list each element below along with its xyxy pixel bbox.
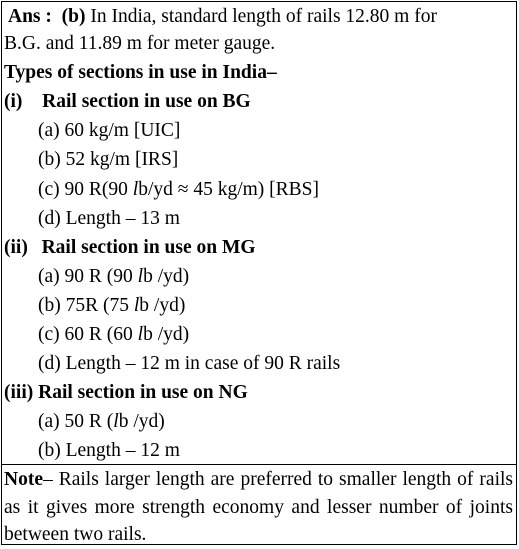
ng-heading-num: (iii)	[4, 382, 34, 403]
note-divider	[1, 464, 517, 465]
mg-item-c-post: b /yd)	[143, 324, 190, 345]
answer-option: (b)	[61, 6, 86, 27]
note-paragraph	[4, 466, 513, 549]
mg-heading-num: (ii)	[4, 237, 28, 258]
mg-item-b-pre: (b) 75R (75	[38, 295, 134, 316]
ng-item-a	[38, 410, 165, 434]
answer-line-1	[8, 5, 437, 29]
bg-item-c-l: l	[132, 179, 139, 200]
note-text: – Rails larger length are preferred to smaller length of rails as it gives more strength economy and lesser number of joints between two rails.	[4, 469, 513, 545]
ng-item-b: (b) Length – 12 m	[38, 440, 180, 461]
mg-item-b-l: l	[133, 295, 140, 316]
mg-item-a-l: l	[137, 266, 144, 287]
ng-item-a-pre: (a) 50 R (	[38, 411, 114, 432]
mg-heading	[4, 236, 256, 260]
bg-item-d: (d) Length – 13 m	[38, 208, 180, 229]
bg-heading-text: Rail section in use on BG	[42, 91, 251, 112]
bg-item-c	[38, 178, 319, 202]
answer-text-1: In India, standard length of rails 12.80 m for	[90, 6, 437, 27]
ng-item-a-post: b /yd)	[118, 411, 165, 432]
ng-heading-text: Rail section in use on NG	[38, 382, 248, 403]
bg-item-c-post: b/yd ≈ 45 kg/m) [RBS]	[138, 179, 319, 200]
mg-item-a-post: b /yd)	[143, 266, 190, 287]
bg-heading-num: (i)	[4, 91, 23, 112]
bg-item-c-pre: (c) 90 R(90	[38, 179, 133, 200]
answer-label: Ans :	[8, 6, 52, 27]
answer-line-2: B.G. and 11.89 m for meter gauge.	[4, 33, 276, 54]
mg-item-b-post: b /yd)	[139, 295, 186, 316]
mg-item-a	[38, 265, 189, 289]
mg-item-c-l: l	[137, 324, 144, 345]
mg-heading-text: Rail section in use on MG	[41, 237, 256, 258]
bg-item-b: (b) 52 kg/m [IRS]	[38, 149, 179, 170]
mg-item-b	[38, 294, 185, 318]
sections-heading: Types of sections in use in India–	[4, 62, 277, 83]
mg-item-a-pre: (a) 90 R (90	[38, 266, 138, 287]
bg-heading	[4, 90, 251, 114]
mg-item-c	[38, 323, 189, 347]
bg-item-a: (a) 60 kg/m [UIC]	[38, 120, 181, 141]
mg-item-d: (d) Length – 12 m in case of 90 R rails	[38, 353, 341, 374]
ng-heading	[4, 381, 248, 405]
note-label: Note	[4, 469, 43, 490]
mg-item-c-pre: (c) 60 R (60	[38, 324, 138, 345]
ng-item-a-l: l	[113, 411, 119, 432]
